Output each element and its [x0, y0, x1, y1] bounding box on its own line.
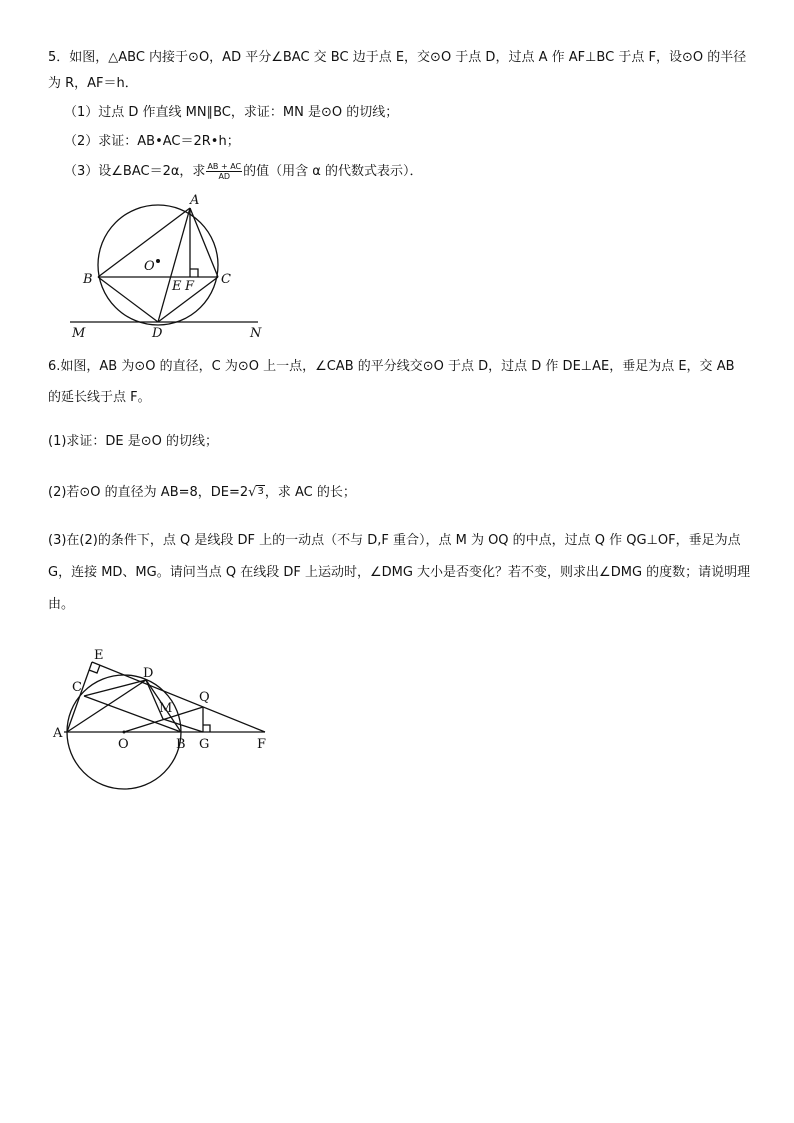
problem5-question1: （1）过点 D 作直线 MN∥BC，求证：MN 是⊙O 的切线；	[64, 105, 399, 120]
label-d-6: D	[143, 666, 154, 681]
problem6-q2-prefix: (2)若⊙O 的直径为 AB=8，DE=2	[48, 485, 249, 500]
label-c-6: C	[72, 680, 82, 695]
center-dot-o-6	[123, 731, 126, 734]
label-m-6: M	[159, 701, 173, 716]
problem5-q3-prefix: （3）设∠BAC＝2α，求	[64, 164, 206, 179]
problem5-line2: 为 R，AF＝h．	[48, 76, 138, 91]
line-ef	[92, 662, 265, 732]
label-o-5: O	[144, 259, 155, 274]
label-e-6: E	[94, 648, 104, 663]
problem6-line1: 6.如图，AB 为⊙O 的直径，C 为⊙O 上一点，∠CAB 的平分线交⊙O 于点 D，过点 D 作 DE⊥AE，垂足为点 E，交 AB	[48, 359, 735, 374]
segment-cd	[84, 680, 146, 696]
problem5-q3-suffix: 的值（用含 α 的代数式表示）．	[243, 164, 423, 179]
problem6-question3-line2: G，连接 MD、MG。请问当点 Q 在线段 DF 上运动时，∠DMG 大小是否变化？若不变，则求出∠DMG 的度数；请说明理	[48, 565, 751, 580]
fraction-denominator: AD	[218, 172, 231, 181]
label-n-5: N	[250, 326, 262, 341]
label-a-5: A	[190, 193, 200, 208]
label-b-6: B	[176, 737, 186, 752]
fraction-numerator: AB + AC	[207, 162, 242, 171]
label-f-6: F	[257, 737, 267, 752]
label-b-5: B	[83, 272, 93, 287]
segment-mg	[163, 719, 203, 732]
problem6-q2-suffix: ，求 AC 的长；	[264, 485, 356, 500]
label-g-6: G	[199, 737, 210, 752]
sqrt-sign: √	[248, 485, 257, 500]
sqrt-radicand: 3	[257, 486, 264, 497]
right-angle-mark-g	[203, 725, 210, 732]
problem5-line1: 5．如图，△ABC 内接于⊙O，AD 平分∠BAC 交 BC 边于点 E，交⊙O 于点 D，过点 A 作 AF⊥BC 于点 F，设⊙O 的半径	[48, 50, 747, 65]
problem5-question2: （2）求证：AB•AC＝2R•h；	[64, 134, 240, 149]
label-q-6: Q	[199, 690, 210, 705]
label-c-5: C	[221, 272, 231, 287]
problem6-line2: 的延长线于点 F。	[48, 390, 151, 405]
label-f-5: F	[185, 279, 195, 294]
label-m-5: M	[72, 326, 86, 341]
label-d-5: D	[152, 326, 163, 341]
problem6-question3-line3: 由。	[48, 597, 75, 612]
label-a-6: A	[53, 726, 63, 741]
problem6-question3-line1: (3)在(2)的条件下，点 Q 是线段 DF 上的一动点（不与 D,F 重合），点 M 为 OQ 的中点，过点 Q 作 QG⊥OF，垂足为点	[48, 533, 741, 548]
problem6-question1: (1)求证：DE 是⊙O 的切线；	[48, 434, 219, 449]
label-o-6: O	[118, 737, 129, 752]
label-e-5: E	[172, 279, 182, 294]
